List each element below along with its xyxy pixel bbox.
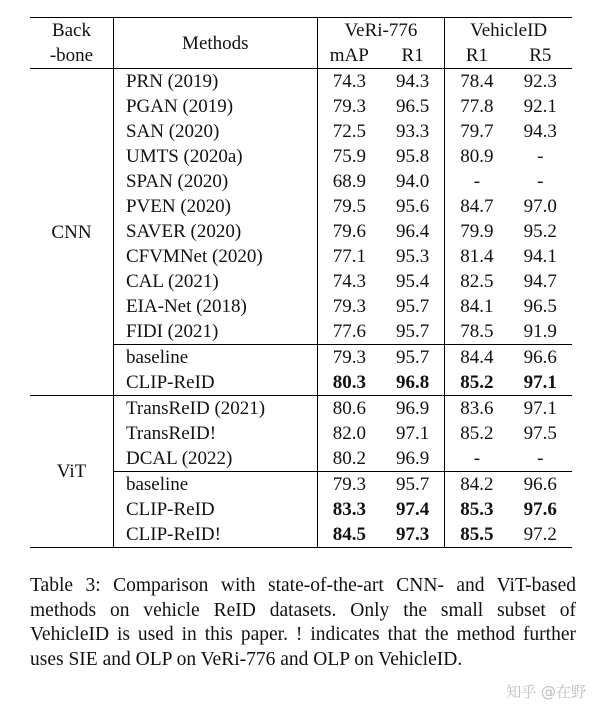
value-cell: 79.3 — [332, 347, 366, 368]
value-cell: 80.3 — [332, 372, 366, 393]
value-cell: 77.8 — [460, 96, 494, 117]
veri-header: VeRi-776 — [317, 18, 445, 44]
value-cell: 93.3 — [381, 119, 445, 144]
group-vit: ViT — [30, 396, 113, 548]
value-cell: 77.6 — [332, 321, 366, 342]
value-cell: 97.1 — [381, 421, 445, 446]
value-cell: 97.1 — [523, 372, 557, 393]
value-cell: 94.3 — [523, 121, 557, 142]
value-cell: - — [473, 448, 481, 469]
value-cell: 68.9 — [332, 171, 366, 192]
value-cell: 79.3 — [332, 474, 366, 495]
r1-header: R1 — [381, 43, 445, 69]
value-cell: 91.9 — [523, 321, 557, 342]
value-cell: 92.3 — [523, 71, 557, 92]
value-cell: 79.5 — [332, 196, 366, 217]
value-cell: 95.2 — [523, 221, 557, 242]
method-cell: baseline — [113, 345, 317, 371]
method-cell: UMTS (2020a) — [113, 144, 317, 169]
value-cell: 95.3 — [381, 244, 445, 269]
value-cell: 96.9 — [381, 396, 445, 422]
value-cell: 81.4 — [460, 246, 494, 267]
value-cell: - — [537, 448, 544, 469]
table-row — [30, 396, 572, 422]
vehicleid-header: VehicleID — [470, 20, 548, 41]
value-cell: 94.1 — [523, 246, 557, 267]
value-cell: 96.6 — [523, 474, 557, 495]
value-cell: 94.0 — [381, 169, 445, 194]
watermark: 知乎 @在野 — [506, 683, 586, 701]
table-row — [30, 69, 572, 95]
method-cell: TransReID (2021) — [113, 396, 317, 422]
method-cell: CLIP-ReID — [113, 497, 317, 522]
method-cell: DCAL (2022) — [113, 446, 317, 472]
method-cell: SAN (2020) — [113, 119, 317, 144]
value-cell: 85.2 — [460, 372, 494, 393]
value-cell: 95.7 — [381, 294, 445, 319]
value-cell: 97.1 — [523, 398, 557, 419]
method-cell: FIDI (2021) — [113, 319, 317, 345]
table-caption: Table 3: Comparison with state-of-the-art CNN- and ViT-based methods on vehicle ReID datasets. Only the small subset of VehicleID is used in this paper. ! indicates that the method further uses SIE and OLP on VeRi-776 and OLP on VehicleID. — [30, 575, 576, 670]
value-cell: 84.1 — [460, 296, 494, 317]
value-cell: 74.3 — [332, 71, 366, 92]
value-cell: 79.7 — [460, 121, 494, 142]
value-cell: 79.9 — [460, 221, 494, 242]
value-cell: 96.9 — [381, 446, 445, 472]
value-cell: 82.5 — [460, 271, 494, 292]
vid-r1-header: R1 — [465, 45, 489, 66]
value-cell: 97.2 — [523, 524, 557, 545]
value-cell: 96.4 — [381, 219, 445, 244]
value-cell: 83.3 — [332, 499, 366, 520]
group-cnn: CNN — [30, 69, 113, 396]
value-cell: 85.3 — [460, 499, 494, 520]
value-cell: - — [537, 171, 544, 192]
value-cell: 97.3 — [381, 522, 445, 548]
method-cell: CLIP-ReID! — [113, 522, 317, 548]
method-cell: SPAN (2020) — [113, 169, 317, 194]
method-cell: CLIP-ReID — [113, 370, 317, 396]
value-cell: 78.5 — [460, 321, 494, 342]
value-cell: 85.5 — [460, 524, 494, 545]
methods-header: Methods — [113, 18, 317, 69]
value-cell: 79.3 — [332, 296, 366, 317]
value-cell: 92.1 — [523, 96, 557, 117]
value-cell: 83.6 — [460, 398, 494, 419]
method-cell: PGAN (2019) — [113, 94, 317, 119]
value-cell: - — [537, 146, 544, 167]
results-table — [30, 17, 572, 548]
method-cell: SAVER (2020) — [113, 219, 317, 244]
method-cell: PVEN (2020) — [113, 194, 317, 219]
value-cell: 96.8 — [381, 370, 445, 396]
value-cell: 97.0 — [523, 196, 557, 217]
value-cell: 97.5 — [523, 423, 557, 444]
value-cell: 96.5 — [523, 296, 557, 317]
value-cell: 95.8 — [381, 144, 445, 169]
value-cell: 79.3 — [332, 96, 366, 117]
value-cell: 95.7 — [381, 472, 445, 498]
r5-header: R5 — [529, 45, 552, 66]
value-cell: 80.9 — [460, 146, 494, 167]
map-header: mAP — [329, 45, 369, 66]
method-cell: EIA-Net (2018) — [113, 294, 317, 319]
value-cell: 84.7 — [460, 196, 494, 217]
value-cell: 95.4 — [381, 269, 445, 294]
value-cell: 84.5 — [332, 524, 366, 545]
value-cell: 96.5 — [381, 94, 445, 119]
value-cell: 82.0 — [332, 423, 366, 444]
method-cell: TransReID! — [113, 421, 317, 446]
backbone-header: Back -bone — [30, 18, 113, 69]
value-cell: 95.7 — [381, 319, 445, 345]
value-cell: 94.7 — [523, 271, 557, 292]
value-cell: 96.6 — [523, 347, 557, 368]
method-cell: baseline — [113, 472, 317, 498]
value-cell: 80.2 — [332, 448, 366, 469]
value-cell: - — [473, 171, 481, 192]
value-cell: 75.9 — [332, 146, 366, 167]
value-cell: 97.6 — [523, 499, 557, 520]
value-cell: 80.6 — [332, 398, 366, 419]
value-cell: 85.2 — [460, 423, 494, 444]
value-cell: 74.3 — [332, 271, 366, 292]
method-cell: CAL (2021) — [113, 269, 317, 294]
method-cell: PRN (2019) — [113, 69, 317, 95]
value-cell: 78.4 — [460, 71, 494, 92]
value-cell: 97.4 — [381, 497, 445, 522]
value-cell: 94.3 — [381, 69, 445, 95]
value-cell: 84.2 — [460, 474, 494, 495]
value-cell: 72.5 — [332, 121, 366, 142]
value-cell: 95.6 — [381, 194, 445, 219]
value-cell: 77.1 — [332, 246, 366, 267]
value-cell: 95.7 — [381, 345, 445, 371]
value-cell: 84.4 — [460, 347, 494, 368]
method-cell: CFVMNet (2020) — [113, 244, 317, 269]
value-cell: 79.6 — [332, 221, 366, 242]
